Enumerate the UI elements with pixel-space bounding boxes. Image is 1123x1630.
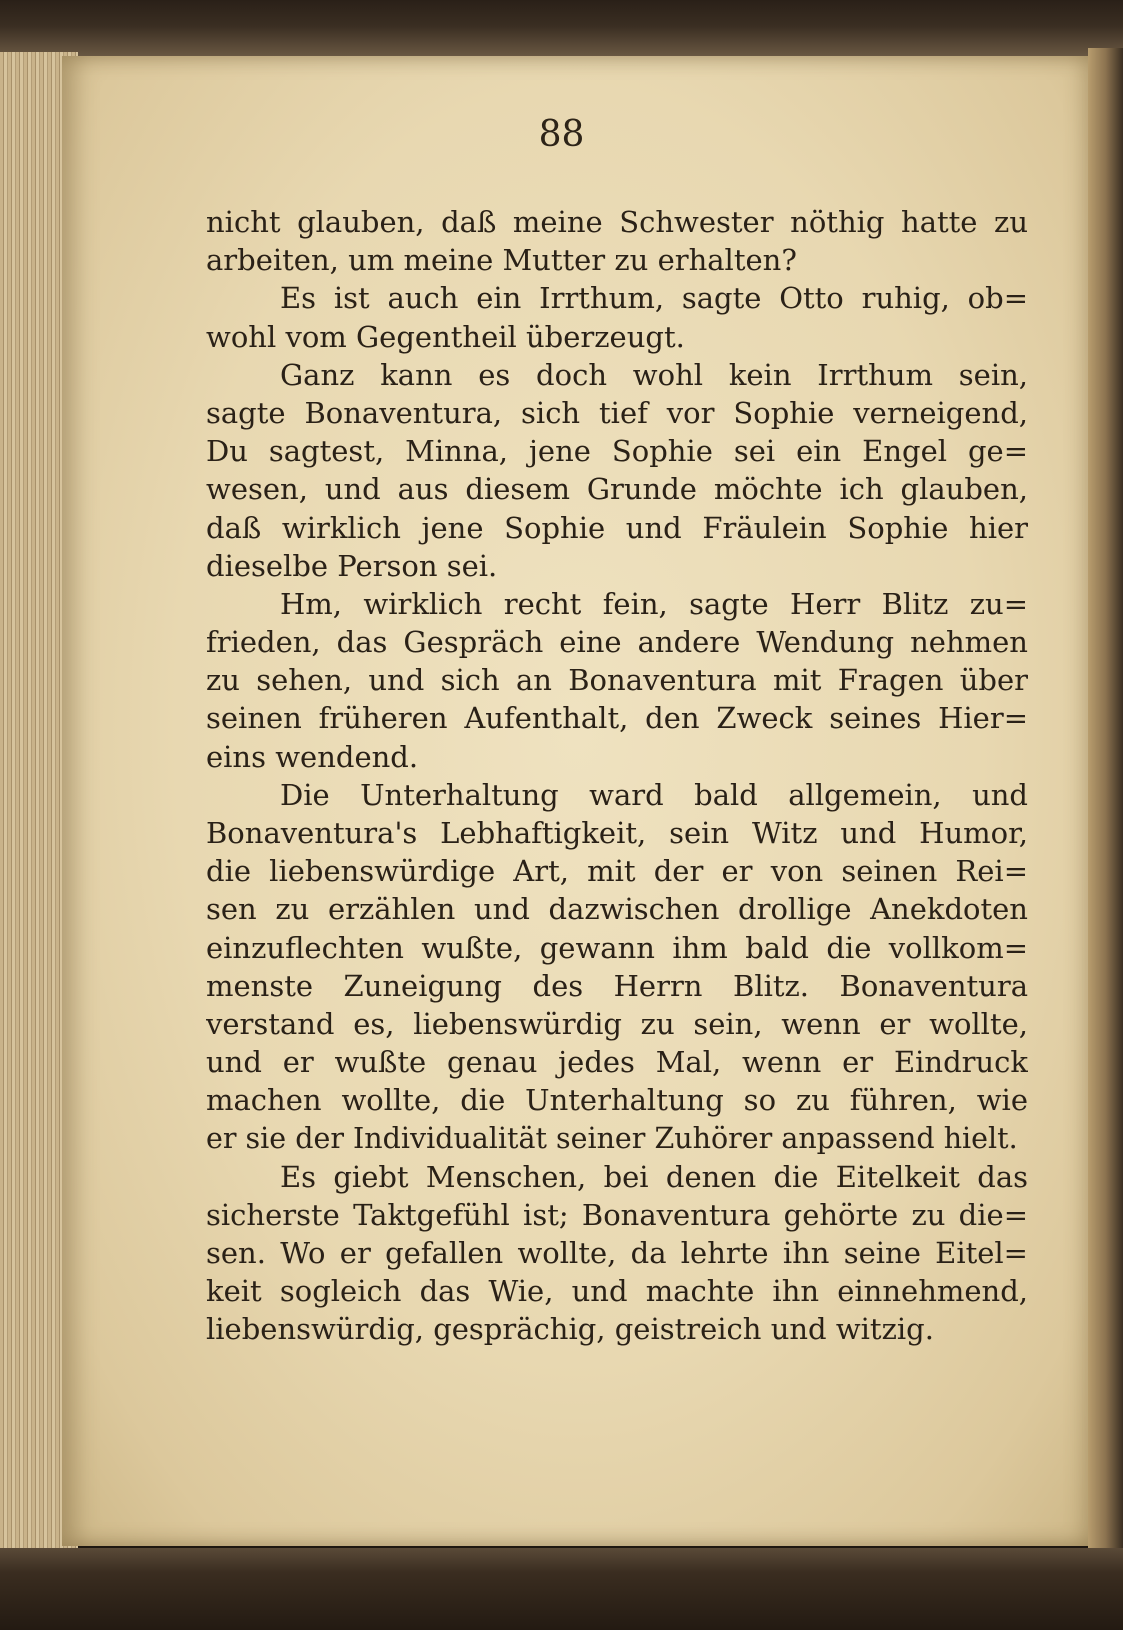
text-line: sen. Wo er gefallen wollte, da lehrte ihn seine Eitel= bbox=[206, 1236, 1028, 1271]
text-line: Ganz kann es doch wohl kein Irrthum sein, bbox=[280, 357, 1028, 392]
text-line: arbeiten, um meine Mutter zu erhalten? bbox=[206, 243, 797, 278]
text-line: menste Zuneigung des Herrn Blitz. Bonaventura bbox=[206, 968, 1028, 1003]
text-line: Es ist auch ein Irrthum, sagte Otto ruhig, ob= bbox=[280, 281, 1028, 316]
text-line: Hm, wirklich recht fein, sagte Herr Blitz zu= bbox=[280, 586, 1028, 621]
text-line: Es giebt Menschen, bei denen die Eitelkeit das bbox=[280, 1159, 1028, 1194]
text-line: keit sogleich das Wie, und machte ihn einnehmend, bbox=[206, 1274, 1028, 1309]
book-binding-right bbox=[1088, 48, 1123, 1558]
text-line: sen zu erzählen und dazwischen drollige Anekdoten bbox=[206, 892, 1028, 927]
text-line: daß wirklich jene Sophie und Fräulein Sophie hier bbox=[206, 510, 1028, 545]
book-binding-top bbox=[0, 0, 1123, 58]
body-text bbox=[206, 203, 1028, 1349]
book-binding-bottom bbox=[0, 1548, 1123, 1630]
text-line: verstand es, liebenswürdig zu sein, wenn er wollte, bbox=[206, 1006, 1028, 1041]
text-line: einzuflechten wußte, gewann ihm bald die vollkom= bbox=[206, 930, 1028, 965]
text-line: sagte Bonaventura, sich tief vor Sophie verneigend, bbox=[206, 395, 1028, 430]
text-line: wohl vom Gegentheil überzeugt. bbox=[206, 319, 685, 354]
text-line: liebenswürdig, gesprächig, geistreich und witzig. bbox=[206, 1312, 934, 1347]
text-line: machen wollte, die Unterhaltung so zu führen, wie bbox=[206, 1083, 1028, 1118]
text-line: eins wendend. bbox=[206, 739, 419, 774]
text-line: zu sehen, und sich an Bonaventura mit Fragen über bbox=[206, 663, 1028, 698]
text-line: Die Unterhaltung ward bald allgemein, und bbox=[280, 777, 1028, 812]
page-number: 88 bbox=[538, 114, 585, 155]
text-line: die liebenswürdige Art, mit der er von seinen Rei= bbox=[206, 854, 1028, 889]
text-line: frieden, das Gespräch eine andere Wendung nehmen bbox=[206, 625, 1028, 660]
text-line: Du sagtest, Minna, jene Sophie sei ein Engel ge= bbox=[206, 434, 1028, 469]
text-line: dieselbe Person sei. bbox=[206, 548, 498, 583]
text-line: wesen, und aus diesem Grunde möchte ich glauben, bbox=[206, 472, 1028, 507]
text-line: seinen früheren Aufenthalt, den Zweck seines Hier= bbox=[206, 701, 1028, 736]
text-line: Bonaventura's Lebhaftigkeit, sein Witz und Humor, bbox=[206, 816, 1028, 850]
text-line: und er wußte genau jedes Mal, wenn er Eindruck bbox=[206, 1045, 1028, 1080]
text-line: sicherste Taktgefühl ist; Bonaventura gehörte zu die= bbox=[206, 1197, 1028, 1232]
text-line: er sie der Individualität seiner Zuhörer anpassend hielt. bbox=[206, 1121, 1018, 1155]
text-line: nicht glauben, daß meine Schwester nöthig hatte zu bbox=[206, 205, 1028, 239]
